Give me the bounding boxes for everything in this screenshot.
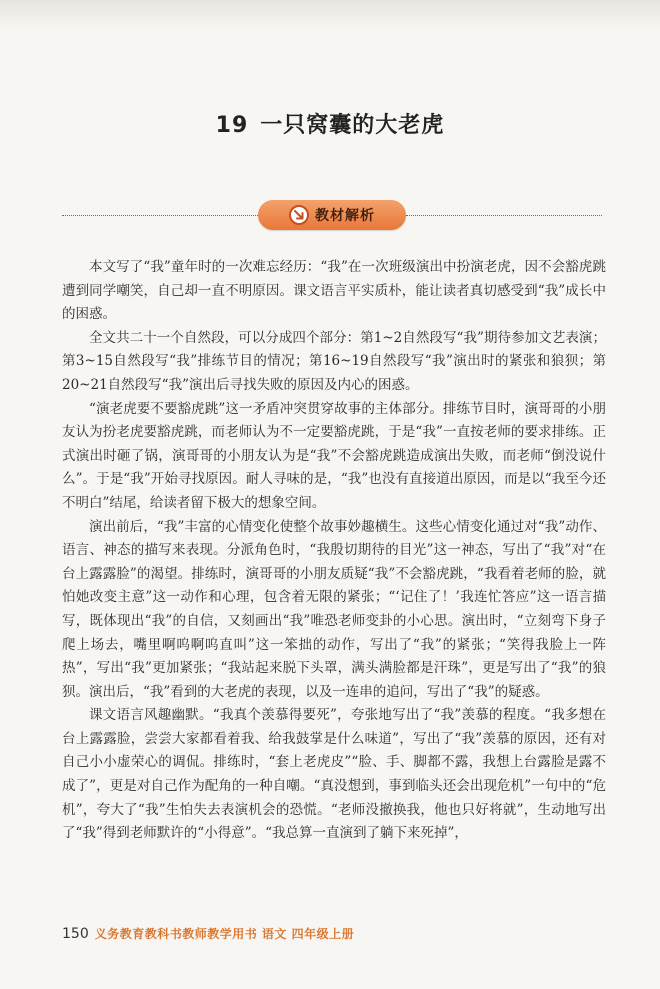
dotted-divider-right (406, 215, 602, 216)
arrow-down-right-icon (289, 205, 309, 225)
paragraph: “演老虎要不要豁虎跳”这一矛盾冲突贯穿故事的主体部分。排练节目时，演哥哥的小朋友认为扮老虎要豁虎跳，而老师认为不一定要豁虎跳，于是“我”一直按老师的要求排练。正式演出时砸了锅，演哥哥的小朋友认为是“我”不会豁虎跳造成演出失败，而老师“倒没说什么”。于是“我”开始寻找原因。耐人寻味的是，“我”也没有直接道出原因，而是以“我至今还不明白”结尾，给读者留下极大的想象空间。 (62, 400, 606, 511)
section-header (62, 200, 602, 230)
paragraph: 演出前后，“我”丰富的心情变化使整个故事妙趣横生。这些心情变化通过对“我”动作、语言、神态的描写来表现。分派角色时，“我殷切期待的目光”这一神态，写出了“我”对“在台上露露脸”的渴望。排练时，演哥哥的小朋友质疑“我”不会豁虎跳，“我看着老师的脸，就怕她改变主意”这一动作和心理，包含着无限的紧张；“‘记住了！’我连忙答应”这一语言描写，既体现出“我”的自信，又刻画出“我”唯恐老师变卦的小心思。演出时，“立刻弯下身子爬上场去，嘴里啊呜啊呜直叫”这一笨拙的动作，写出了“我”的紧张；“笑得我脸上一阵热”，写出“我”更加紧张；“我站起来脱下头罩，满头满脸都是汗珠”，更是写出了“我”的狼狈。演出后，“我”看到的大老虎的表现，以及一连串的追问，写出了“我”的疑惑。 (62, 518, 606, 700)
section-badge (258, 200, 406, 230)
top-page-shade (0, 0, 660, 28)
lesson-title-text: 一只窝囊的大老虎 (260, 112, 445, 138)
book-title: 义务教育教科书教师教学用书 语文 四年级上册 (94, 927, 355, 941)
paragraph: 全文共二十一个自然段，可以分成四个部分：第1~2自然段写“我”期待参加文艺表演；第3~15自然段写“我”排练节目的情况；第16~19自然段写“我”演出时的紧张和狼狈；第20~21自然段写“我”演出后寻找失败的原因及内心的困惑。 (62, 329, 606, 393)
page-number: 150 (62, 926, 89, 942)
dotted-divider-left (62, 215, 258, 216)
lesson-number: 19 (215, 113, 249, 138)
paragraph: 本文写了“我”童年时的一次难忘经历：“我”在一次班级演出中扮演老虎，因不会豁虎跳遭到同学嘲笑，自己却一直不明原因。课文语言平实质朴，能让读者真切感受到“我”成长中的困惑。 (62, 259, 606, 323)
paragraph: 课文语言风趣幽默。“我真个羡慕得要死”，夸张地写出了“我”羡慕的程度。“我多想在台上露露脸，尝尝大家都看着我、给我鼓掌是什么味道”，写出了“我”羡慕的原因，还有对自己小小虚荣心的调侃。排练时，“套上老虎皮”“脸、手、脚都不露，我想上台露脸是露不成了”，更是对自己作为配角的一种自嘲。“真没想到，事到临头还会出现危机”一句中的“危机”，夸大了“我”生怕失去表演机会的恐慌。“老师没撤换我，他也只好将就”，生动地写出了“我”得到老师默许的“小得意”。“我总算一直演到了躺下来死掉”， (62, 707, 606, 842)
section-label: 教材解析 (315, 208, 375, 224)
lesson-title (0, 108, 660, 139)
page-footer (62, 925, 606, 942)
analysis-body (62, 256, 606, 846)
